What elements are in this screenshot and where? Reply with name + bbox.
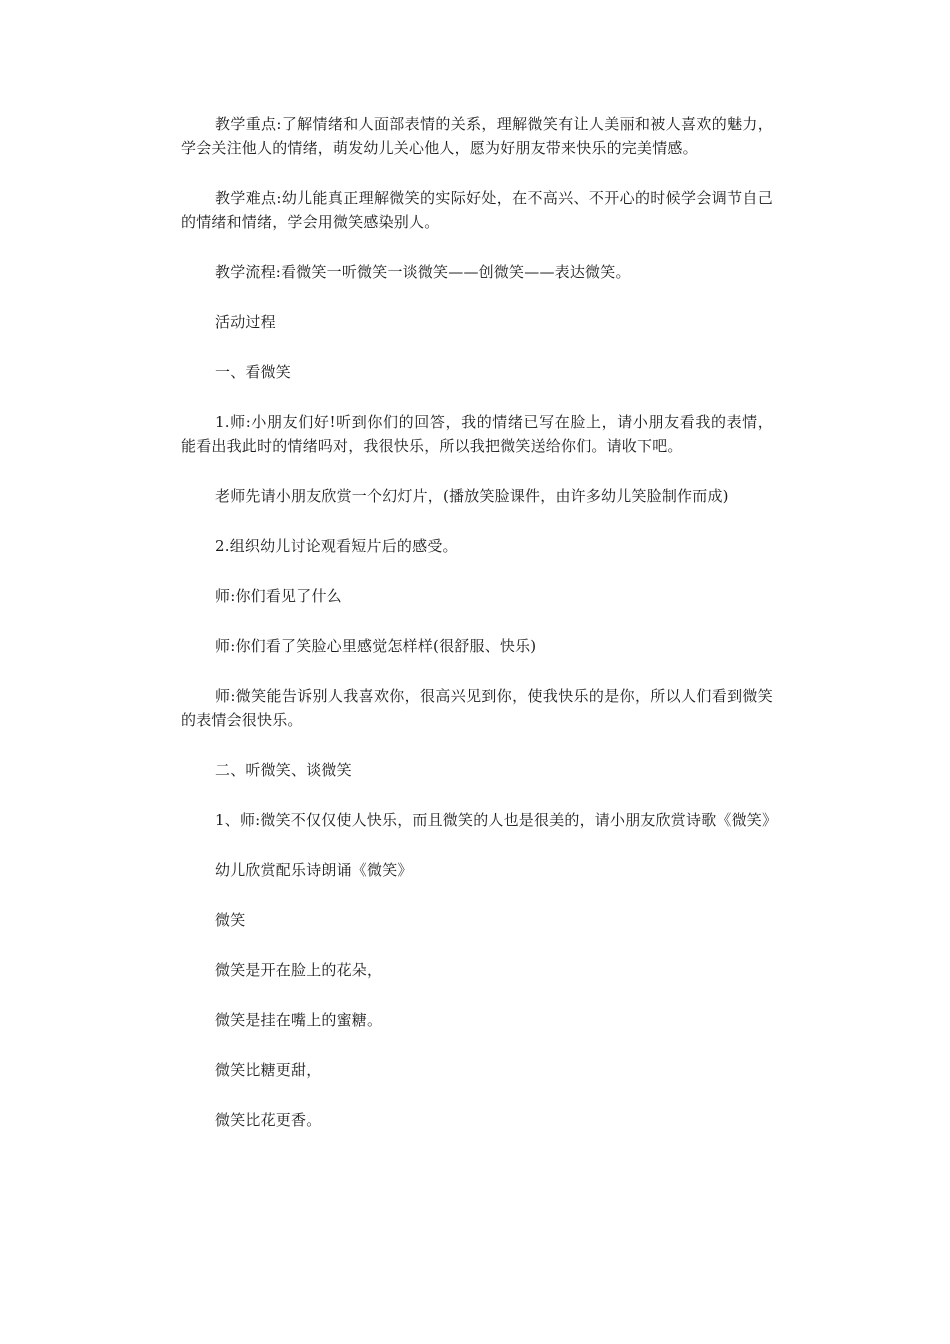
poem-line-4: 微笑比花更香。: [215, 1111, 322, 1129]
document-body: [181, 112, 778, 1158]
paragraph-teaching-flow: 教学流程:看微笑一听微笑一谈微笑——创微笑——表达微笑。: [215, 263, 631, 281]
paragraph-poem-intro: 1、师:微笑不仅仅使人快乐，而且微笑的人也是很美的，请小朋友欣赏诗歌《微笑》: [215, 811, 778, 829]
paragraph-teaching-focus: 教学重点:了解情绪和人面部表情的关系，理解微笑有让人美丽和被人喜欢的魅力，学会关注他人的情绪，萌发幼儿关心他人，愿为好朋友带来快乐的完美情感。: [181, 115, 773, 157]
poem-title: 微笑: [215, 911, 246, 929]
paragraph-teacher-question-2: 师:你们看了笑脸心里感觉怎样样(很舒服、快乐): [215, 637, 537, 655]
poem-line-3: 微笑比糖更甜，: [215, 1061, 322, 1079]
heading-section-one: 一、看微笑: [215, 363, 292, 381]
paragraph-teaching-difficulty: 教学难点:幼儿能真正理解微笑的实际好处，在不高兴、不开心的时候学会调节自己的情绪和情绪，学会用微笑感染别人。: [181, 189, 773, 231]
heading-section-two: 二、听微笑、谈微笑: [215, 761, 352, 779]
heading-activity-process: 活动过程: [215, 313, 276, 331]
paragraph-step-2: 2.组织幼儿讨论观看短片后的感受。: [215, 537, 458, 555]
paragraph-poem-recital: 幼儿欣赏配乐诗朗诵《微笑》: [215, 861, 413, 879]
paragraph-slideshow: 老师先请小朋友欣赏一个幻灯片，(播放笑脸课件，由许多幼儿笑脸制作而成): [215, 487, 729, 505]
paragraph-teacher-explanation: 师:微笑能告诉别人我喜欢你，很高兴见到你，使我快乐的是你，所以人们看到微笑的表情会很快乐。: [181, 687, 773, 729]
poem-line-1: 微笑是开在脸上的花朵，: [215, 961, 383, 979]
paragraph-teacher-question-1: 师:你们看见了什么: [215, 587, 342, 605]
poem-line-2: 微笑是挂在嘴上的蜜糖。: [215, 1011, 383, 1029]
paragraph-step-1: 1.师:小朋友们好!听到你们的回答，我的情绪已写在脸上，请小朋友看我的表情，能看出我此时的情绪吗对，我很快乐，所以我把微笑送给你们。请收下吧。: [181, 413, 773, 455]
